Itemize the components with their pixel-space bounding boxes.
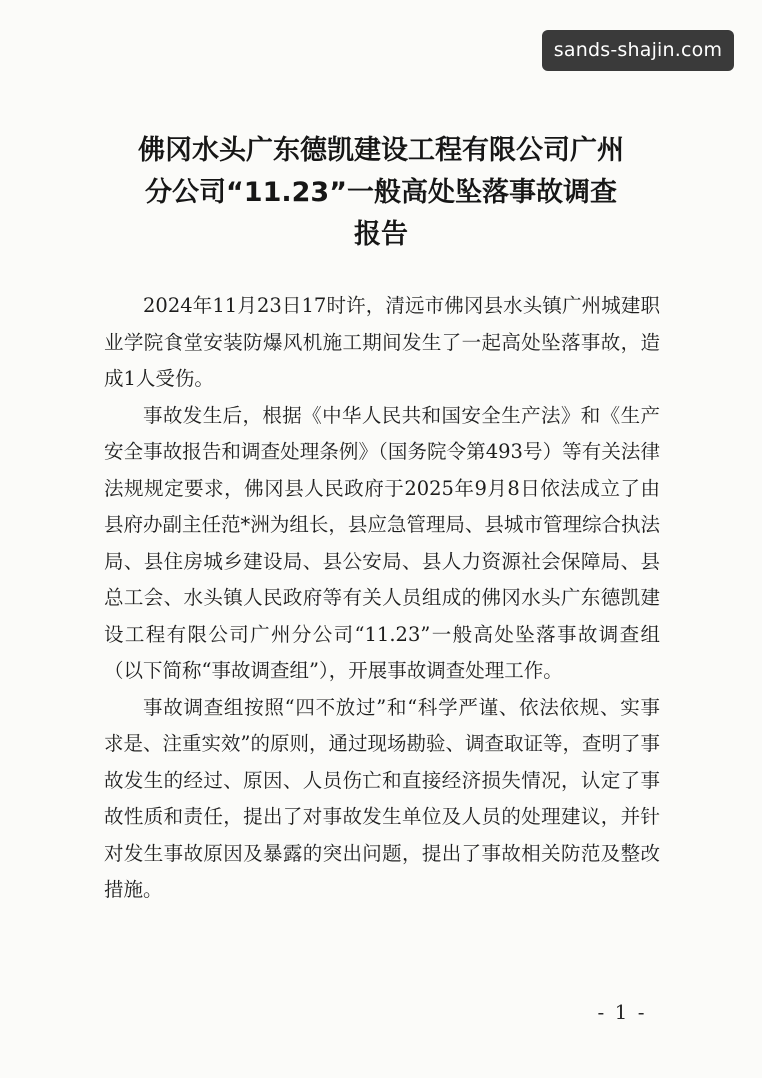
paragraph-1: 2024年11月23日17时许，清远市佛冈县水头镇广州城建职业学院食堂安装防爆风机施工期间发生了一起高处坠落事故，造成1人受伤。 bbox=[104, 294, 660, 390]
paragraph-3: 事故调查组按照“四不放过”和“科学严谨、依法依规、实事求是、注重实效”的原则，通过现场勘验、调查取证等，查明了事故发生的经过、原因、人员伤亡和直接经济损失情况，认定了事故性质和责任，提出了对事故发生单位及人员的处理建议，并针对发生事故原因及暴露的突出问题，提出了事故相关防范及整改措施。 bbox=[104, 695, 660, 901]
page-number: - 1 - bbox=[597, 1000, 647, 1024]
title-line-1: 佛冈水头广东德凯建设工程有限公司广州 bbox=[138, 135, 624, 166]
title-line-3: 报告 bbox=[354, 219, 408, 250]
document-body bbox=[104, 288, 660, 909]
title-line-2: 分公司“11.23”一般高处坠落事故调查 bbox=[145, 177, 617, 208]
document-title bbox=[100, 130, 662, 256]
paragraph-2: 事故发生后，根据《中华人民共和国安全生产法》和《生产安全事故报告和调查处理条例》（国务院令第493号）等有关法律法规规定要求，佛冈县人民政府于2025年9月8日依法成立了由县府办副主任范*洲为组长，县应急管理局、县城市管理综合执法局、县住房城乡建设局、县公安局、县人力资源社会保障局、县总工会、水头镇人民政府等有关人员组成的佛冈水头广东德凯建设工程有限公司广州分公司“11.23”一般高处坠落事故调查组（以下简称“事故调查组”），开展事故调查处理工作。 bbox=[104, 403, 660, 682]
watermark-label: sands-shajin.com bbox=[542, 30, 734, 71]
